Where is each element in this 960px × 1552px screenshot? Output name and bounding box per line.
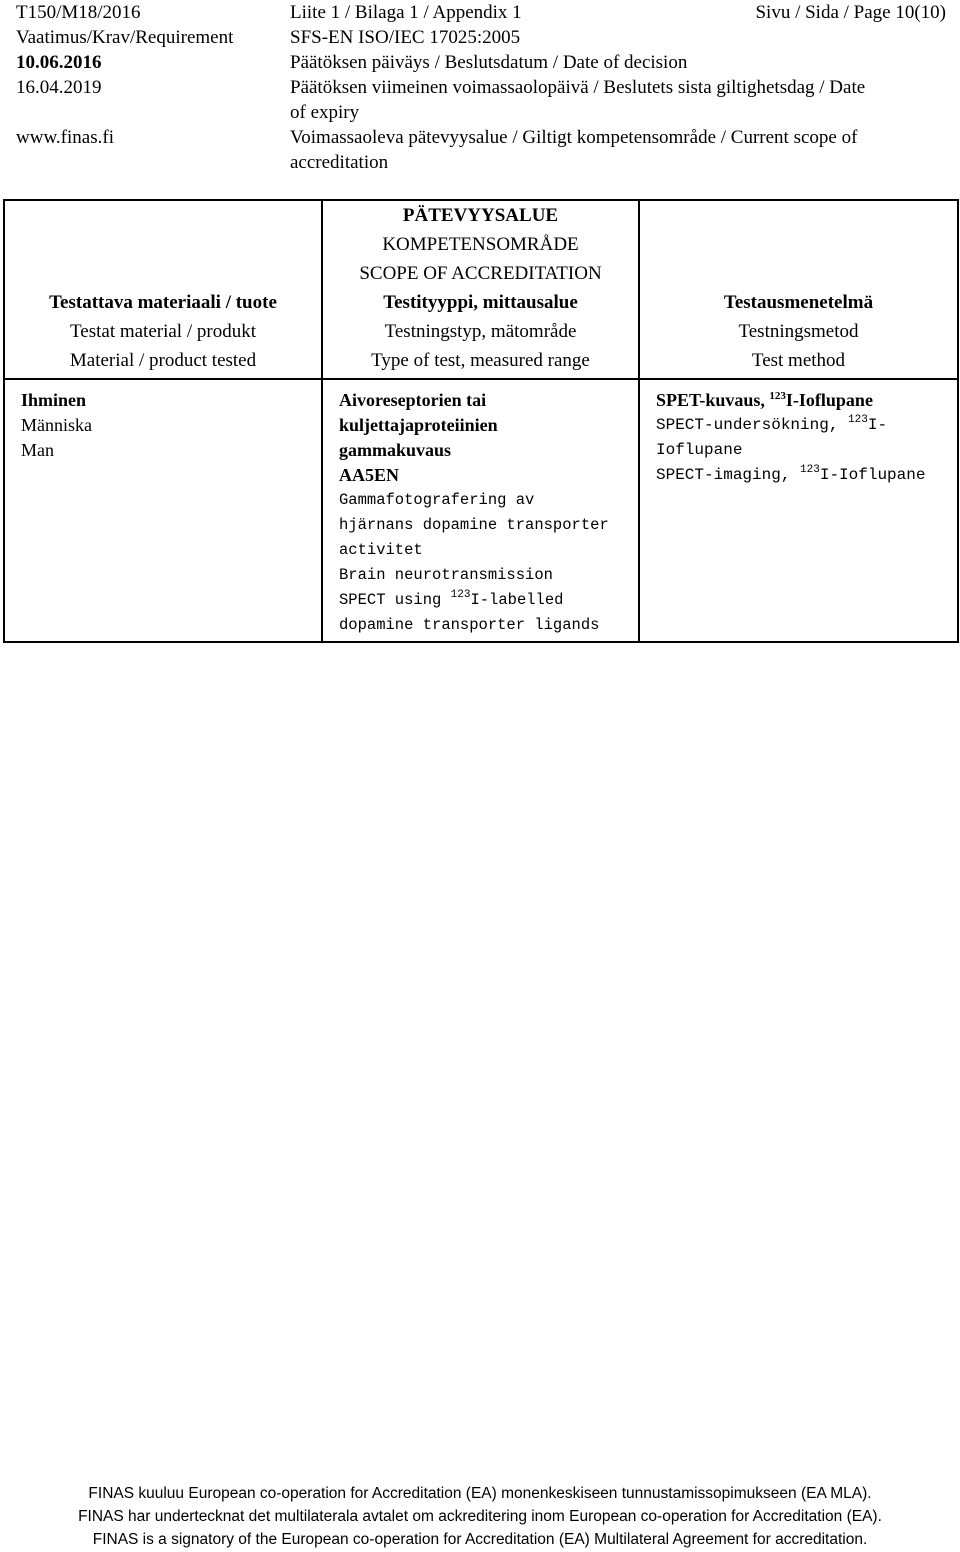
header-row-5	[0, 100, 960, 125]
expiry-label-line1: Päätöksen viimeinen voimassaolopäivä / Beslutets sista giltighetsdag / Date	[290, 77, 866, 98]
table-row	[4, 379, 958, 642]
scope-label-line2: accreditation	[290, 152, 389, 173]
page-header	[0, 0, 960, 175]
requirement-label: Vaatimus/Krav/Requirement	[16, 27, 234, 48]
footer-line-sv: FINAS har undertecknat det multilaterala avtalet om ackreditering inom European co-operation for Accreditation (EA).	[78, 1508, 882, 1525]
header-row-6	[0, 125, 960, 150]
column-header-material: Testattava materiaali / tuote Testat material / produkt Material / product tested	[4, 200, 322, 379]
table-header-row	[4, 200, 958, 379]
page-footer	[0, 1482, 960, 1551]
decision-label: Päätöksen päiväys / Beslutsdatum / Date of decision	[290, 52, 688, 73]
scope-title-sv: KOMPETENSOMRÅDE	[382, 234, 579, 255]
scope-label-line1: Voimassaoleva pätevyysalue / Giltigt kompetensområde / Current scope of	[290, 127, 858, 148]
column-header-method: Testausmenetelmä Testningsmetod Test method	[639, 200, 958, 379]
expiry-date: 16.04.2019	[16, 77, 102, 98]
appendix-label: Liite 1 / Bilaga 1 / Appendix 1	[290, 2, 522, 23]
scope-title-en: SCOPE OF ACCREDITATION	[359, 263, 602, 284]
expiry-label-line2: of expiry	[290, 102, 360, 123]
document-id: T150/M18/2016	[16, 2, 141, 23]
scope-title-fi: PÄTEVYYSALUE	[402, 205, 559, 226]
page-number: Sivu / Sida / Page 10(10)	[755, 2, 946, 23]
header-row-4	[0, 75, 960, 100]
scope-table	[3, 199, 959, 643]
standard-name: SFS-EN ISO/IEC 17025:2005	[290, 27, 521, 48]
header-row-7	[0, 150, 960, 175]
decision-date: 10.06.2016	[16, 52, 102, 73]
column-header-test-type: PÄTEVYYSALUE KOMPETENSOMRÅDE SCOPE OF ACCREDITATION Testityyppi, mittausalue Testningstyp, mätområde Type of test, measured range	[322, 200, 639, 379]
header-row-3	[0, 50, 960, 75]
material-cell: Ihminen Människa Man	[4, 379, 322, 642]
method-cell: SPET-kuvaus, $^{123}$I-Ioflupane SPECT-undersökning, $^{123}$I- Ioflupane SPECT-imaging, $^{123}$I-Ioflupane	[639, 379, 958, 642]
website-link[interactable]: www.finas.fi	[16, 127, 114, 148]
footer-line-en: FINAS is a signatory of the European co-operation for Accreditation (EA) Multilateral Agreement for accreditation.	[92, 1531, 868, 1548]
header-row-2	[0, 25, 960, 50]
test-code: AA5EN	[339, 465, 400, 485]
header-row-1	[0, 0, 960, 25]
footer-line-fi: FINAS kuuluu European co-operation for Accreditation (EA) monenkeskiseen tunnustamissopimukseen (EA MLA).	[88, 1485, 872, 1502]
test-type-cell: Aivoreseptorien tai kuljettajaproteiinien gammakuvaus AA5EN Gammafotografering av hjärnans dopamine transporter activitet Brain neurotransmission SPECT using $^{123}$I-labelled dopamine transporter ligands	[322, 379, 639, 642]
